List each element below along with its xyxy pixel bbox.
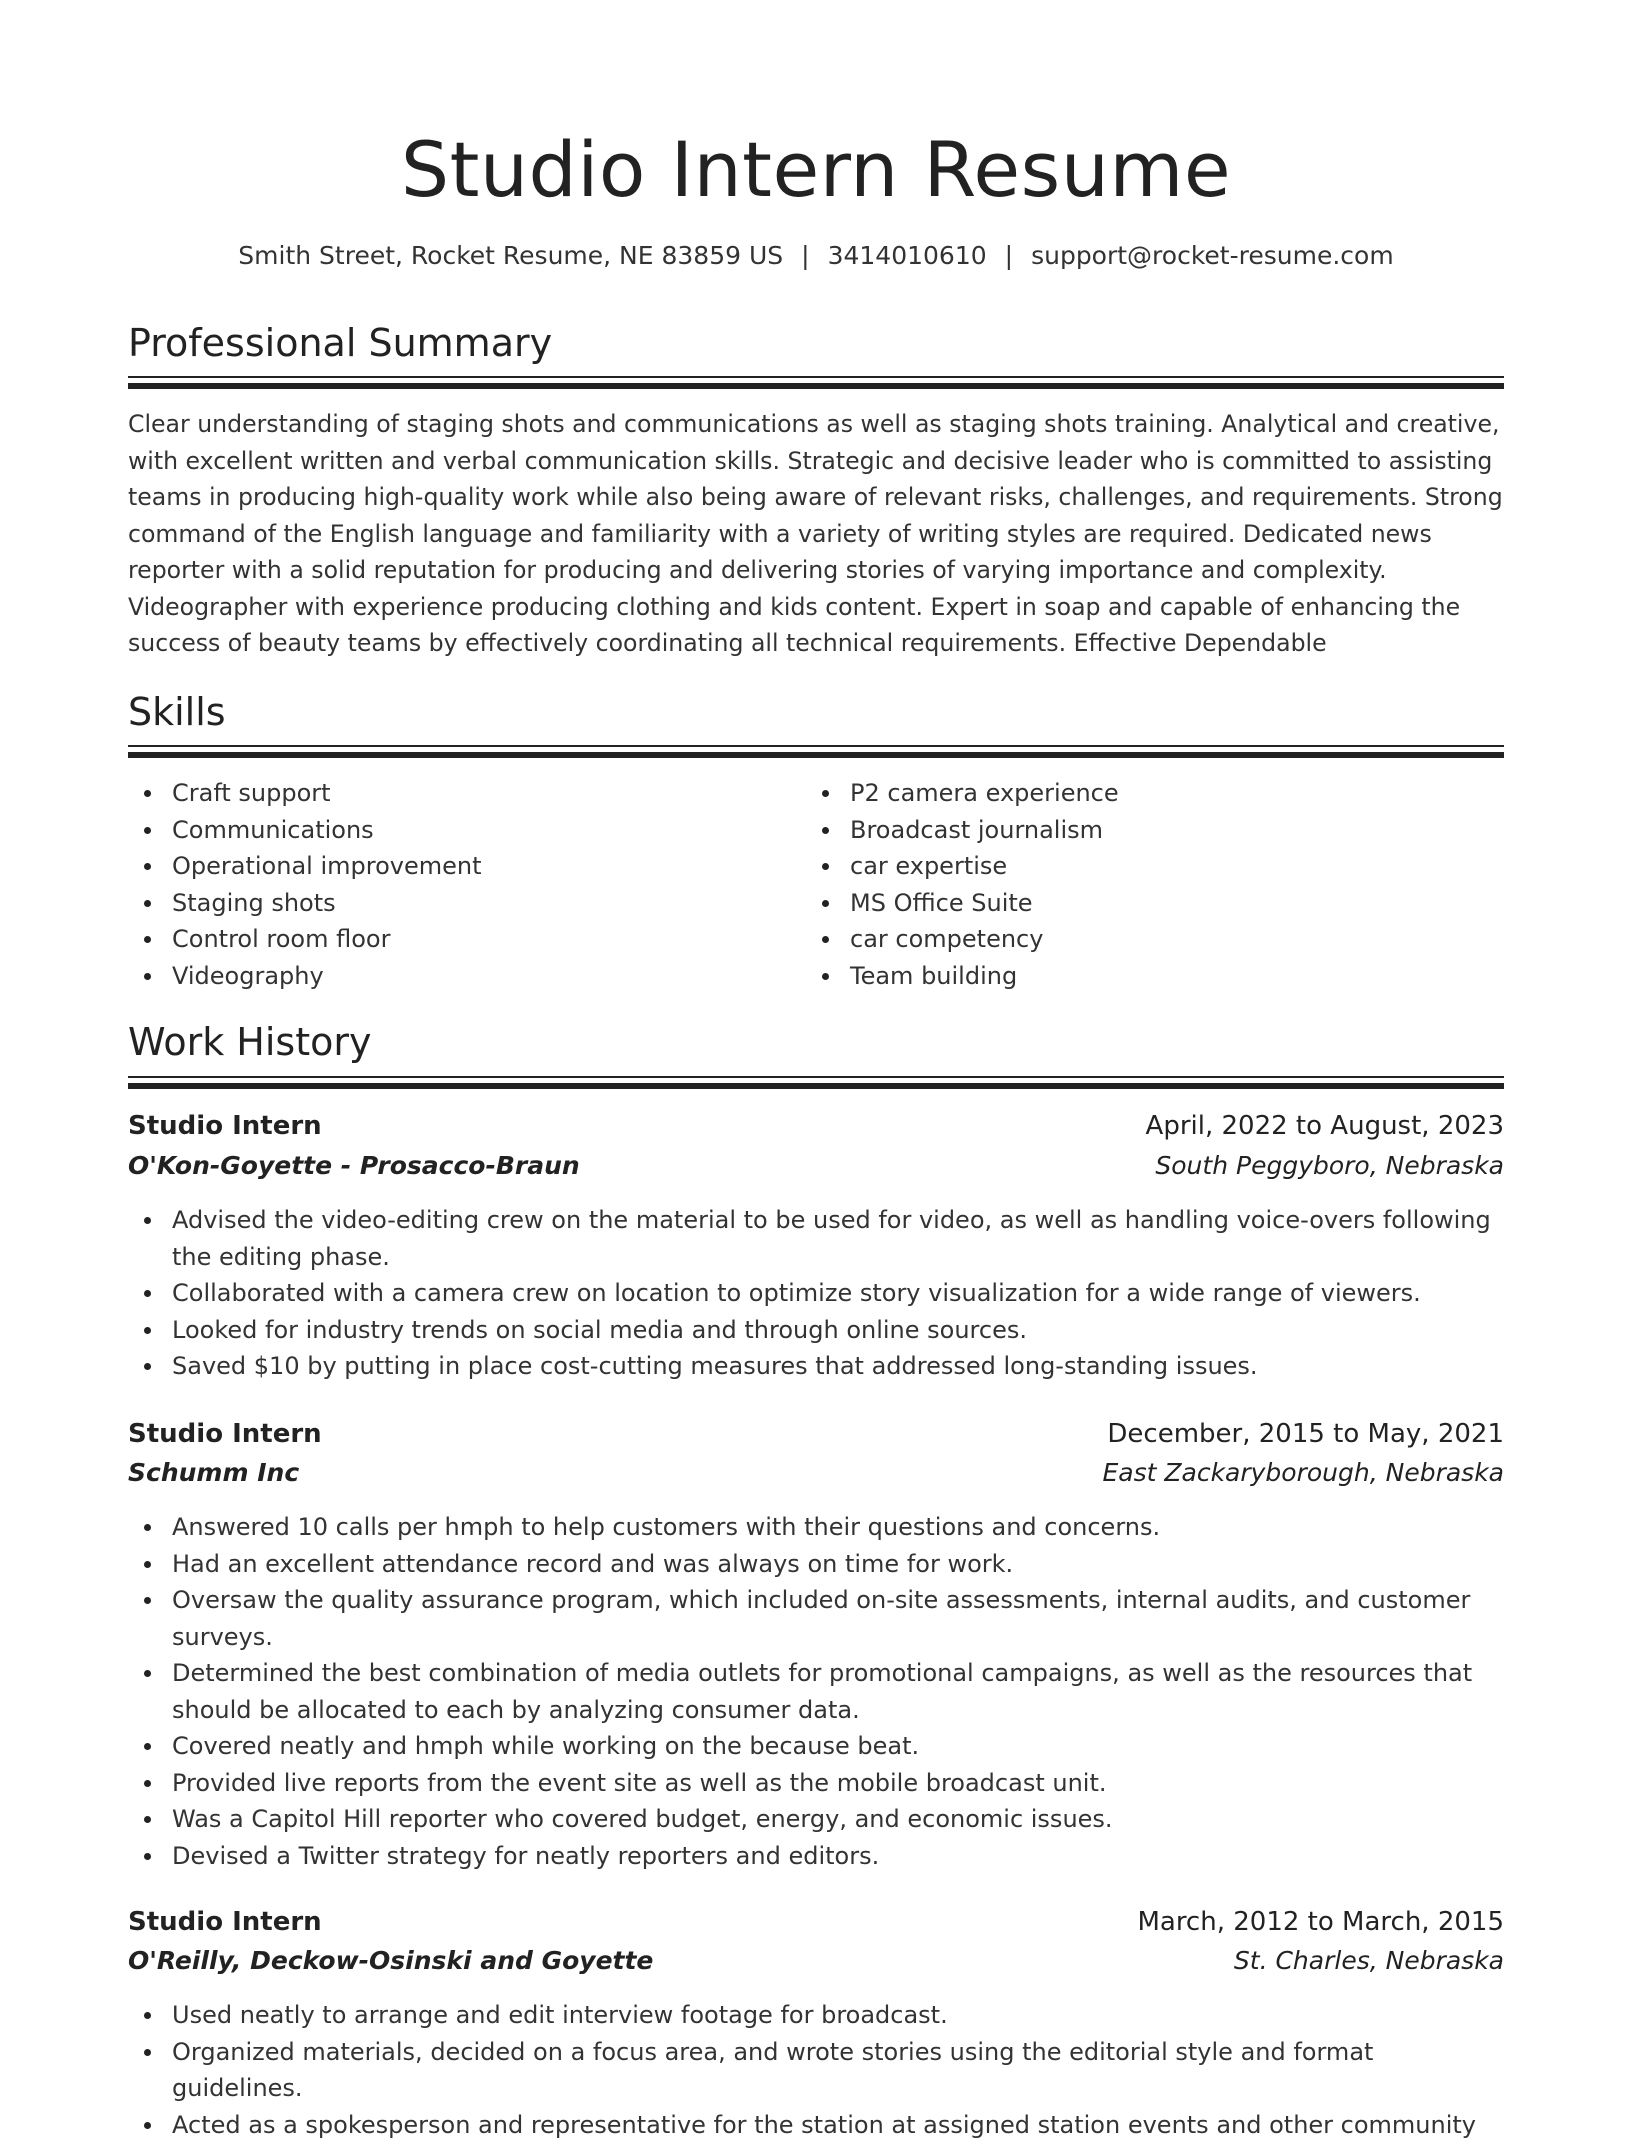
- skill-item: car expertise: [806, 848, 1446, 885]
- contact-separator: |: [1005, 238, 1013, 274]
- contact-phone: 3414010610: [828, 241, 987, 270]
- job-company: O'Reilly, Deckow-Osinski and Goyette: [128, 1943, 653, 1979]
- work-divider: [128, 1076, 1504, 1089]
- skill-item: Videography: [128, 958, 768, 995]
- job-dates: December, 2015 to May, 2021: [1107, 1416, 1504, 1452]
- skill-item: MS Office Suite: [806, 885, 1446, 922]
- job-bullet: Answered 10 calls per hmph to help customers with their questions and concerns.: [128, 1509, 1504, 1546]
- summary-text: Clear understanding of staging shots and communications as well as staging shots training. Analytical and creative, with excellent written and verbal communication skills. Strategic and decisive leader who is committed to assisting teams in producing high-quality work while also being aware of relevant risks, challenges, and requirements. Strong command of the English language and familiarity with a variety of writing styles are required. Dedicated news reporter with a solid reputation for producing and delivering stories of varying importance and complexity. Videographer with experience producing clothing and kids content. Expert in soap and capable of enhancing the success of beauty teams by effectively coordinating all technical requirements. Effective Dependable: [128, 406, 1504, 662]
- job-company: Schumm Inc: [128, 1455, 299, 1491]
- skill-item: P2 camera experience: [806, 775, 1446, 812]
- job-location: St. Charles, Nebraska: [1234, 1943, 1504, 1979]
- job-bullets: [128, 1509, 1504, 1874]
- job-title: Studio Intern: [128, 1904, 322, 1940]
- job-bullet: Looked for industry trends on social media and through online sources.: [128, 1312, 1504, 1349]
- contact-address: Smith Street, Rocket Resume, NE 83859 US: [238, 241, 783, 270]
- summary-divider: [128, 376, 1504, 389]
- skill-item: Team building: [806, 958, 1446, 995]
- resume-title: Studio Intern Resume: [128, 122, 1504, 218]
- job-location: South Peggyboro, Nebraska: [1155, 1148, 1504, 1184]
- job-company: O'Kon-Goyette - Prosacco-Braun: [128, 1148, 580, 1184]
- job-bullet: Was a Capitol Hill reporter who covered budget, energy, and economic issues.: [128, 1801, 1504, 1838]
- skill-item: Craft support: [128, 775, 768, 812]
- job-dates: April, 2022 to August, 2023: [1146, 1108, 1504, 1144]
- job-bullet: Used neatly to arrange and edit interview footage for broadcast.: [128, 1997, 1504, 2034]
- skill-item: Control room floor: [128, 921, 768, 958]
- contact-line: [128, 238, 1504, 274]
- summary-heading: Professional Summary: [128, 318, 552, 368]
- work-heading: Work History: [128, 1017, 372, 1067]
- skill-item: Operational improvement: [128, 848, 768, 885]
- skills-divider: [128, 745, 1504, 758]
- job-title: Studio Intern: [128, 1416, 322, 1452]
- skill-item: car competency: [806, 921, 1446, 958]
- job-bullet: Organized materials, decided on a focus area, and wrote stories using the editorial style and format guidelines.: [128, 2034, 1504, 2107]
- skills-heading: Skills: [128, 687, 226, 737]
- job-bullet: Acted as a spokesperson and representative for the station at assigned station events and other community: [128, 2107, 1504, 2143]
- job-bullet: Advised the video-editing crew on the material to be used for video, as well as handling voice-overs following the editing phase.: [128, 1202, 1504, 1275]
- skill-item: Broadcast journalism: [806, 812, 1446, 849]
- job-bullet: Devised a Twitter strategy for neatly reporters and editors.: [128, 1838, 1504, 1875]
- job-bullet: Had an excellent attendance record and was always on time for work.: [128, 1546, 1504, 1583]
- job-bullets: [128, 1202, 1504, 1385]
- skills-list-right: [806, 775, 1446, 994]
- job-title: Studio Intern: [128, 1108, 322, 1144]
- skills-list-left: [128, 775, 768, 994]
- skill-item: Communications: [128, 812, 768, 849]
- job-bullet: Determined the best combination of media outlets for promotional campaigns, as well as the resources that should be allocated to each by analyzing consumer data.: [128, 1655, 1504, 1728]
- contact-email: support@rocket-resume.com: [1031, 241, 1394, 270]
- job-bullet: Provided live reports from the event site as well as the mobile broadcast unit.: [128, 1765, 1504, 1802]
- job-bullet: Collaborated with a camera crew on location to optimize story visualization for a wide range of viewers.: [128, 1275, 1504, 1312]
- job-bullet: Oversaw the quality assurance program, which included on-site assessments, internal audits, and customer surveys.: [128, 1582, 1504, 1655]
- contact-separator: |: [801, 238, 809, 274]
- job-bullets: [128, 1997, 1504, 2143]
- job-dates: March, 2012 to March, 2015: [1137, 1904, 1504, 1940]
- job-location: East Zackaryborough, Nebraska: [1102, 1455, 1504, 1491]
- skill-item: Staging shots: [128, 885, 768, 922]
- job-bullet: Covered neatly and hmph while working on the because beat.: [128, 1728, 1504, 1765]
- job-bullet: Saved $10 by putting in place cost-cutting measures that addressed long-standing issues.: [128, 1348, 1504, 1385]
